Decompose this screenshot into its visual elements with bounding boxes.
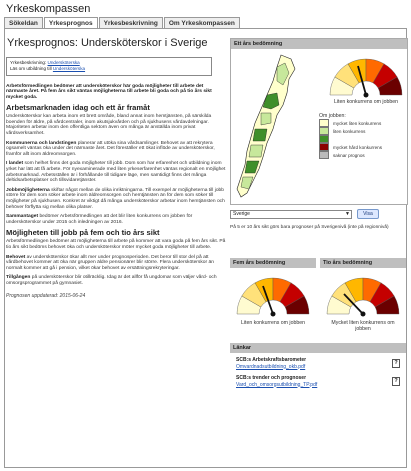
fem-ars-gauge-label: Liten konkurrens om jobben	[240, 320, 306, 326]
legend-item	[319, 135, 405, 143]
fem-ars-header: Fem års bedömning	[230, 258, 316, 268]
link-item-2: SCB:s trender och prognoser Vard_och_omsorgsutbildning_TP.pdf	[236, 375, 318, 388]
heading-idag: Arbetsmarknaden idag och ett år framåt	[6, 103, 150, 113]
map-legend	[319, 113, 405, 159]
legend-title: Om jobben:	[319, 113, 346, 119]
help-icon[interactable]: ?	[392, 377, 400, 386]
map-note: På 5 er 10 års sikt görs bara prognoser på Sverigenivå (inte på regionnivå)	[230, 225, 389, 230]
main-content	[6, 37, 226, 299]
ett-ars-gauge-label: Liten konkurrens om jobben	[333, 99, 399, 105]
paragraph-5: Sammantaget bedömer Arbetsförmedlingen att det blir liten konkurrens om jobben för undersköterskor under 2015 och inledningen av 2016.	[6, 214, 193, 225]
region-select-value: Sverige	[233, 211, 250, 217]
tio-ars-gauge	[324, 272, 402, 318]
paragraph-2: Kommunerna och landstingen planerar att utöka sina vårdsamlinger. Behovet av att rekrytera ogsamelt väntas öka under det närmaste året. Det föreställer ett ökat inflöde av undersköterskor, framför allt inom äldreomsorgen.	[6, 140, 215, 157]
page-title: Yrkesprognos: Undersköterskor i Sverige	[7, 37, 208, 49]
info-box	[6, 57, 212, 76]
link-yrkesbeskrivning[interactable]: Undersköterska	[47, 59, 80, 65]
app-title: Yrkeskompassen	[6, 3, 91, 15]
legend-item: liten konkurrens	[319, 127, 405, 135]
fem-ars-panel	[230, 258, 316, 342]
paragraph-8: Tillgången på undersköterskor blir otillräcklig. Idag är det allför få ungdomar som väljer vård- och omsorgsprogrammet på gymnasiet.	[6, 275, 217, 286]
ett-ars-gauge	[327, 53, 405, 99]
links-panel	[230, 343, 406, 401]
link-item-1: SCB:s Arbetskraftsbarometer Omvardnadsutbildning_okb.pdf	[236, 357, 307, 370]
ett-ars-panel	[230, 38, 408, 205]
tab-yrkesprognos[interactable]: Yrkesprognos	[44, 17, 98, 29]
tab-om-yrkeskompassen[interactable]: Om Yrkeskompassen	[164, 17, 240, 29]
paragraph-1: Undersköterskor kan arbeta inom ett brett område, bland annat inom hemtjänsten, på särskilda boenden för äldre, på vårdcentraler, inom akutsjukvården och på sjukhusens vårdavdelningar. Majoriteten arbetar inom den offentliga sektorn även om många är anställda inom privat vårdsverksamhet.	[6, 114, 212, 137]
paragraph-6: Arbetsförmedlingen bedömer att möjligheterna till arbete på kommer att vara goda på fem års sikt. På tio års sikt bedöms behovet öka och undersköterskor möter mycket goda möjligheter till arbete.	[6, 239, 226, 250]
paragraph-4: Jobbmöjligheterna skiftar något mellan de olika inriktningarna. Till exempel är möjligheterna till jobb större för dem som söker arbete inom äldreomsorgen och hemtjänsten än för dem som söker till möjligheter på sjukhusen. Konkret är viktigt då många undersköterskor arbetar inom hemtjänsten och behöver förflytta sig mellan olika platser.	[6, 187, 225, 210]
info-label-2: Läs om utbildning till	[10, 66, 52, 71]
tio-ars-header: Tio års bedömning	[320, 258, 406, 268]
tio-ars-panel	[320, 258, 406, 342]
dropdown-arrow-icon: ▼	[345, 211, 350, 217]
visa-button[interactable]: Visa	[357, 209, 379, 219]
legend-item: saknar prognos	[319, 151, 405, 159]
heading-sikt: Möjligheten till jobb på fem och tio års sikt	[6, 228, 160, 238]
link-scb-trender[interactable]: Vard_och_omsorgsutbildning_TP.pdf	[236, 381, 318, 388]
info-label-1: Yrkesbeskrivning:	[10, 59, 47, 65]
tab-yrkesbeskrivning[interactable]: Yrkesbeskrivning	[99, 17, 163, 29]
region-select[interactable]	[230, 210, 352, 219]
link-scb-arbetskraftsbarometer[interactable]: Omvardnadsutbildning_okb.pdf	[236, 363, 306, 370]
link-utbildning[interactable]: Undersköterska	[52, 66, 86, 71]
sweden-map[interactable]	[233, 53, 305, 201]
paragraph-7: Behovet av undersköterskor ökar allt mer under prognosperioden. Det beror till stor del på att vårdbehovet kommer att öka när gruppen äldre pensionärer blir större. Flera undersköterskor än normalt kommer att gå i pension, vilket ökar behovet av ersättningsrekryteringar.	[6, 254, 214, 271]
intro-paragraph: Arbetsförmedlingen bedömer att undersköterskor här goda möjligheter till arbete det närmaste året. På fem års sikt väntas möjligheterna till arbete bli goda och på tio års sikt mycket goda.	[6, 83, 212, 100]
updated-date: Prognosen uppdaterad: 2015-06-24	[6, 292, 86, 299]
tio-ars-gauge-label: Mycket liten konkurrens om jobben	[331, 320, 395, 332]
fem-ars-gauge	[234, 272, 312, 318]
help-icon[interactable]: ?	[392, 359, 400, 368]
legend-item: mycket liten konkurrens	[319, 119, 405, 127]
legend-item: mycket hård konkurrens	[319, 143, 405, 151]
paragraph-3: I landet som helhet finns det goda möjligheter till jobb. Dom som har erfarenhet och utbildning inom yrket har lätt att få arbete. För nyexaminerade med liten yrkeserfarenhet väntas regionalt en möjlighet arbetsmarknad. Arbetsställen är i förhållande till tidigare läge, men samtidigt finns det många deltidsarbetsplatser och tillsvidaretjänster.	[6, 161, 226, 184]
tab-sokeldan[interactable]: Sökeldan	[4, 17, 43, 29]
links-header: Länkar	[230, 343, 406, 353]
ett-ars-header: Ett års bedömning	[231, 39, 407, 49]
